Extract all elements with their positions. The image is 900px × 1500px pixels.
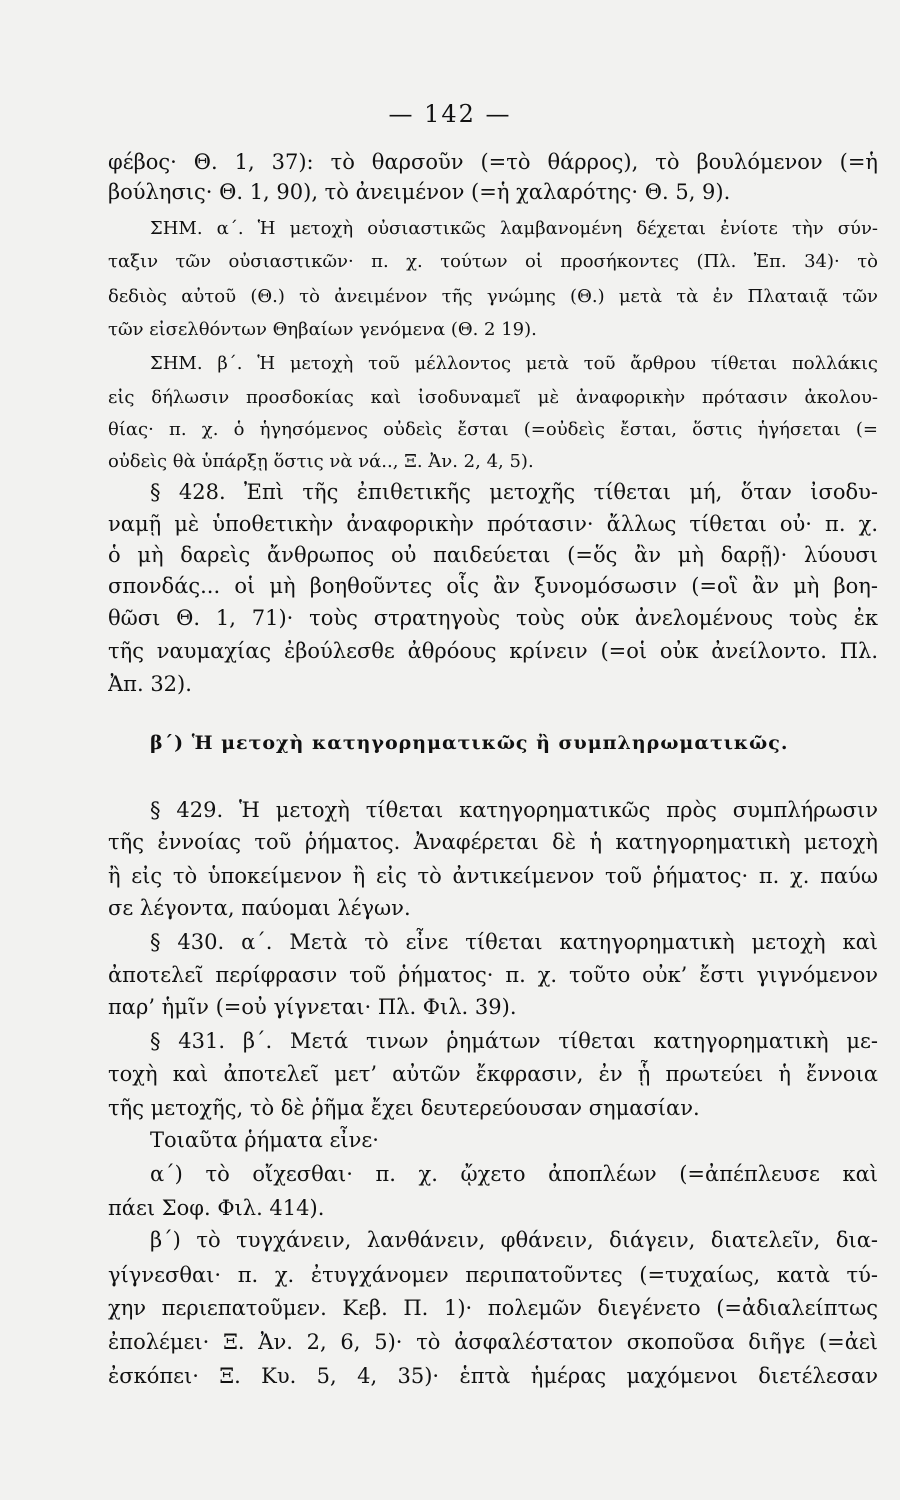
text-line: τῆς μετοχῆς, τὸ δὲ ῥῆμα ἔχει δευτερεύουσαν σημασίαν. [108, 1096, 700, 1120]
text-line: § 429. Ἡ μετοχὴ τίθεται κατηγορηματικῶς πρὸς συμπλήρωσιν [150, 798, 878, 822]
text-line: φέβος· Θ. 1, 37): τὸ θαρσοῦν (=τὸ θάρρος), τὸ βουλόμενον (=ἡ [108, 150, 878, 174]
text-line: θῶσι Θ. 1, 71)· τοὺς στρατηγοὺς τοὺς οὐκ ἀνελομένους τοὺς ἐκ [108, 606, 878, 630]
text-line: παρ’ ἡμῖν (=οὐ γίγνεται· Πλ. Φιλ. 39). [108, 995, 517, 1019]
text-line: δεδιὸς αὐτοῦ (Θ.) τὸ ἀνειμένον τῆς γνώμης (Θ.) μετὰ τὰ ἐν Πλαταιᾷ τῶν [108, 286, 878, 307]
text-line: τῆς ναυμαχίας ἐβούλεσθε ἀθρόους κρίνειν (=οἱ οὐκ ἀνείλοντο. Πλ. [108, 639, 878, 663]
text-line: Ἀπ. 32). [108, 672, 192, 696]
text-line: βούλησις· Θ. 1, 90), τὸ ἀνειμένον (=ἡ χαλαρότης· Θ. 5, 9). [108, 180, 731, 204]
text-line: τῆς ἐννοίας τοῦ ῥήματος. Ἀναφέρεται δὲ ἡ κατηγορηματικὴ μετοχὴ [108, 830, 878, 854]
text-line: τῶν εἰσελθόντων Θηβαίων γενόμενα (Θ. 2 19). [108, 319, 537, 340]
text-line: ταξιν τῶν οὐσιαστικῶν· π. χ. τούτων οἱ προσήκοντες (Πλ. Ἐπ. 34)· τὸ [108, 251, 878, 272]
text-line: ἐσκόπει· Ξ. Κυ. 5, 4, 35)· ἑπτὰ ἡμέρας μαχόμενοι διετέλεσαν [108, 1364, 878, 1388]
text-line: ναμῇ μὲ ὑποθετικὴν ἀναφορικὴν πρότασιν· ἄλλως τίθεται οὐ· π. χ. [108, 512, 878, 536]
text-line: ἀποτελεῖ περίφρασιν τοῦ ῥήματος· π. χ. τοῦτο οὐκ’ ἔστι γιγνόμενον [108, 963, 878, 987]
text-line: ΣΗΜ. α΄. Ἡ μετοχὴ οὐσιαστικῶς λαμβανομένη δέχεται ἐνίοτε τὴν σύν- [150, 218, 878, 239]
text-line: πάει Σοφ. Φιλ. 414). [108, 1196, 325, 1220]
text-line: § 430. α΄. Μετὰ τὸ εἶνε τίθεται κατηγορηματικὴ μετοχὴ καὶ [150, 930, 878, 954]
text-line: Τοιαῦτα ῥήματα εἶνε· [150, 1128, 379, 1152]
text-line: σε λέγοντα, παύομαι λέγων. [108, 896, 411, 920]
text-line: ὁ μὴ δαρεὶς ἄνθρωπος οὐ παιδεύεται (=ὅς ἂν μὴ δαρῇ)· λύουσι [108, 543, 878, 567]
text-line: β΄) τὸ τυγχάνειν, λανθάνειν, φθάνειν, διάγειν, διατελεῖν, δια- [150, 1228, 878, 1252]
text-line: τοχὴ καὶ ἀποτελεῖ μετ’ αὐτῶν ἔκφρασιν, ἐν ᾗ πρωτεύει ἡ ἔννοια [108, 1062, 878, 1086]
text-line: ἐπολέμει· Ξ. Ἀν. 2, 6, 5)· τὸ ἀσφαλέστατον σκοποῦσα διῆγε (=ἀεὶ [108, 1330, 878, 1354]
text-line: § 428. Ἐπὶ τῆς ἐπιθετικῆς μετοχῆς τίθεται μή, ὅταν ἰσοδυ- [150, 480, 878, 504]
text-line: ΣΗΜ. β΄. Ἡ μετοχὴ τοῦ μέλλοντος μετὰ τοῦ ἄρθρου τίθεται πολλάκις [150, 353, 878, 374]
text-line: σπονδάς... οἱ μὴ βοηθοῦντες οἷς ἂν ξυνομόσωσιν (=οἳ ἂν μὴ βοη- [108, 574, 878, 598]
page-number: — 142 — [388, 100, 512, 128]
text-line: γίγνεσθαι· π. χ. ἐτυγχάνομεν περιπατοῦντες (=τυχαίως, κατὰ τύ- [108, 1263, 878, 1287]
text-line: χην περιεπατοῦμεν. Κεβ. Π. 1)· πολεμῶν διεγένετο (=ἀδιαλείπτως [108, 1296, 878, 1320]
text-line: α΄) τὸ οἴχεσθαι· π. χ. ᾤχετο ἀποπλέων (=ἀπέπλευσε καὶ [150, 1162, 878, 1186]
text-line: ἢ εἰς τὸ ὑποκείμενον ἢ εἰς τὸ ἀντικείμενον τοῦ ῥήματος· π. χ. παύω [108, 864, 878, 888]
text-line: θίας· π. χ. ὁ ἡγησόμενος οὐδεὶς ἔσται (=οὐδεὶς ἔσται, ὅστις ἡγήσεται (= [108, 419, 878, 440]
text-line: § 431. β΄. Μετά τινων ῥημάτων τίθεται κατηγορηματικὴ με- [150, 1029, 878, 1053]
section-heading: β΄) Ἡ μετοχὴ κατηγορηματικῶς ἢ συμπληρωματικῶς. [150, 732, 789, 754]
text-line: οὐδεὶς θὰ ὑπάρξῃ ὅστις νὰ νά.., Ξ. Ἀν. 2, 4, 5). [108, 451, 534, 472]
text-line: εἰς δήλωσιν προσδοκίας καὶ ἰσοδυναμεῖ μὲ ἀναφορικὴν πρότασιν ἀκολου- [108, 387, 878, 408]
